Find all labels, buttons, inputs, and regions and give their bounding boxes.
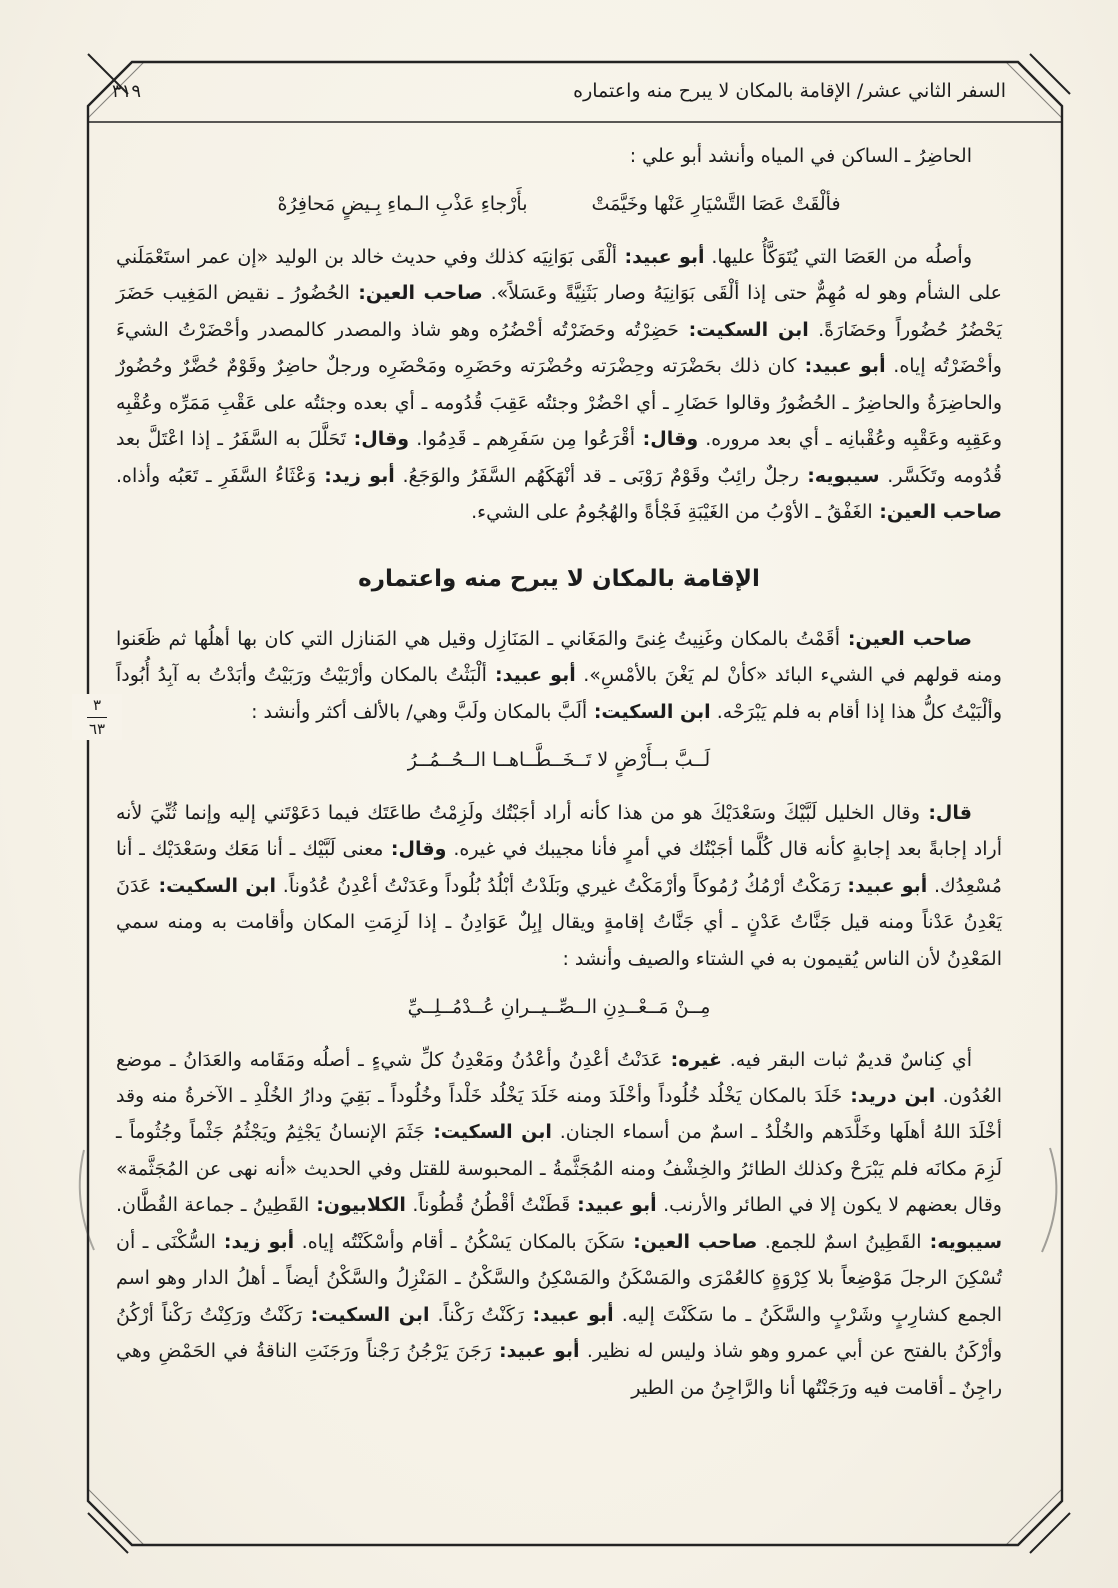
text-run: رجلٌ رائِبٌ وقَوْمٌ رَوْبَى ـ قد أنْهَكَهُم السَّفَرُ والوَجَعُ. bbox=[394, 464, 799, 487]
hemistich: بأَرْجاءِ عَذْبِ الـماءِ بِـيضٍ مَحافِرُهْ bbox=[277, 193, 528, 216]
text-run: عَدَنَ يَعْدِنُ عَدْناً ومنه قيل جَنَّاتُ عَدْنٍ ـ أي جَنَّاتُ إقامةٍ ويقال إبِلٌ عَوَادِنُ ـ إذا لَزِمَتِ المكان وأقامت به ومنه سمي المَعْدِنُ لأن الناس يُقيمون به في الشتاء والصيف وأنشد : bbox=[116, 874, 1002, 970]
text-run: وَعْثَاءُ السَّفَرِ ـ تَعَبُه وأذاه. bbox=[116, 464, 316, 487]
paragraph bbox=[116, 138, 1002, 174]
text-run: سَكَنَ بالمكان يَسْكُنُ ـ أقام وأسْكَنْتُه إياه. bbox=[294, 1230, 626, 1253]
hemistich: فألْقَتْ عَصَا التَّسْيَارِ عَنْها وخَيَّمَتْ bbox=[591, 193, 841, 216]
hemistich: لَــبَّ بــأَرْضٍ لا تَــخَــطَّــاهــا الــحُــمُــرُ bbox=[407, 749, 711, 772]
text-run: حَضِرْتُه وحَضَرْتُه أحْضُرُه وهو شاذ والمصدر كالمصدر وأحْضَرْتُ الشيءَ وأحْضَرْتُه إياه. bbox=[116, 318, 1002, 378]
text-run: معنى لَبَّيْك ـ أنا مَعَك وسَعْدَيْك ـ أنا مُسْعِدُك. bbox=[116, 838, 1002, 897]
verse-line bbox=[116, 742, 1002, 778]
text-run: خَلَدَ بالمكان يَخْلُد خُلُوداً وأخْلَدَ ومنه خَلَدَ يَخْلُد خَلْداً وخُلُوداً ـ بَقِيَ ودارُ الخُلْدِ ـ الآخرةُ منه وقد أخْلَدَ اللهُ أهلَها وخَلَّدَهم والخُلْدُ ـ اسمٌ من أسماء الجنان. bbox=[116, 1085, 1002, 1144]
source-name: وقال: bbox=[346, 428, 410, 451]
text-run: وقال الخليل لَبَّيْكَ وسَعْدَيْكَ هو من هذا كأنه أراد أجَبْتُك ولَزِمْتُ طاعَتَك فيما دَعَوْتَني إليه وإنما ثُنِّيَ لأنه أراد إجابةً بعد إجابةٍ كأنه قال كُلَّما أجَبْتُك في أمرٍ فأنا مجيبك في غيره. bbox=[116, 801, 1002, 861]
source-name: أبو زيد: bbox=[215, 1230, 295, 1253]
text-run: القَطِينُ اسمٌ للجمع. bbox=[757, 1230, 922, 1253]
text-run: كان ذلك بحَضْرَته وحِضْرَته وحُضْرَته وحَضَرِه ومَحْضَرِه ورجلٌ حاضِرٌ وقَوْمٌ حُضَّرٌ وحُضُورٌ والحاضِرَةُ والحاضِرُ ـ الحُضُورُ وقالوا حَضَارِ ـ أي احْضُرْ وجئتُه عَقِبَ قُدُومه ـ أي بعده وجئتُه على عَقْبِ مَمَرِّه وعُقْبِه وعَقِبِه وعَقْبِه وعُقْبانِه ـ أي بعد مروره. bbox=[116, 355, 1002, 451]
text-run: السُّكْنَى ـ أن تُسْكِنَ الرجلَ مَوْضِعاً بلا كِرْوَةٍ كالعُمْرَى والمَسْكَنُ والمَسْكِنُ والسَّكْنُ ـ المَنْزِلُ والسَّكْنُ أيضاً ـ أهلُ الدار وهو اسم الجمع كشارِبٍ وشَرْبٍ والسَّكَنُ ـ ما سَكَنْتَ إليه. bbox=[116, 1230, 1002, 1326]
text-run: وأصلُه من العَصَا التي يُتَوَكَّأُ عليها. bbox=[704, 245, 973, 268]
source-name: أبو زيد: bbox=[316, 464, 395, 487]
text-run: أقْرَعُوا مِن سَفَرِهم ـ قَدِمُوا. bbox=[409, 428, 636, 451]
source-name: ابن السكيت: bbox=[151, 874, 277, 897]
source-name: صاحب العين: bbox=[872, 501, 1002, 524]
source-name: أبو عبيد: bbox=[617, 245, 705, 268]
source-name: ابن السكيت: bbox=[587, 700, 711, 723]
text-run: ألَبَّ بالمكان ولَبَّ وهي/ بالألف أكثر وأنشد : bbox=[251, 700, 588, 723]
margin-note-top: ٣ bbox=[92, 696, 102, 714]
paragraph bbox=[116, 1042, 1002, 1407]
margin-note-divider bbox=[87, 717, 107, 718]
text-run: جَثَمَ الإنسانُ يَجْثِمُ ويَجْثُمُ جَثْماً وجُثُوماً ـ لَزِمَ مكانَه فلم يَبْرَحْ وكذلك الطائرُ والخِشْفُ ومنه المُجَثَّمةُ ـ المحبوسة للقتل وفي الحديث «أنه نهى عن المُجَثَّمة» وقال بعضهم لا يكون إلا في الطائر والأرنب. bbox=[116, 1121, 1002, 1217]
source-name: الكلابيون: bbox=[309, 1194, 406, 1217]
source-name: وقال: bbox=[383, 838, 447, 861]
source-name: ابن السكيت: bbox=[424, 1121, 552, 1144]
text-run: الحُضُورُ ـ نقيض المَغِيب حَضَرَ يَحْضُرُ حُضُوراً وحَضَارَةً. bbox=[116, 282, 1002, 341]
source-name: أبو عبيد: bbox=[840, 874, 928, 897]
section-heading: الإقامة بالمكان لا يبرح منه واعتماره bbox=[358, 565, 760, 592]
text-run: ألْبَثْتُ بالمكان وأرْبَيْتُ ورَبَيْتُ وأبَدْتُ به آبِدُ أُبُوداً وألْبَيْتُ كلُّ هذا إذا أقام به فلم يَبْرَحْه. bbox=[116, 664, 1002, 723]
text-run: قَطَنْتُ أقْطُنُ قُطُوناً. bbox=[405, 1194, 571, 1217]
source-name: أبو عبيد: bbox=[486, 664, 576, 687]
text-run: رَمَكْتُ أرْمُكُ رُمُوكاً وأرْمَكْتُ غيري وبَلَدْتُ أبْلُدُ بُلُوداً وعَدَنْتُ أعْدِنُ عُدُوناً. bbox=[276, 874, 841, 897]
source-name: أبو عبيد: bbox=[796, 355, 886, 378]
source-name: أبو عبيد: bbox=[491, 1340, 580, 1363]
text-run: الحاضِرُ ـ الساكن في المياه وأنشد أبو علي : bbox=[629, 145, 972, 167]
paragraph bbox=[116, 795, 1002, 977]
paragraph bbox=[116, 621, 1002, 730]
text-run: رَكَنْتُ ورَكِنْتُ رَكْناً أرْكُنُ وأرْكَنُ بالفتح عن أبي عمرو وهو شاذ وليس له نظير. bbox=[116, 1303, 1002, 1363]
source-name: ابن السكيت: bbox=[302, 1303, 430, 1326]
verse-line bbox=[116, 186, 1002, 222]
text-run: تَحَلَّلَ به السَّفَرُ ـ إذا اعْتَلَّ بعد قُدُومه وتَكَسَّر. bbox=[116, 428, 1002, 487]
text-run: أقَمْتُ بالمكان وغَنِيتُ غِنىً والمَغَاني ـ المَنَازِل وقيل هي المَنازل التي كان بها أهلُها ثم ظَعَنوا ومنه قولهم في الشيء البائد «كأنْ لم يَغْنَ بالأمْسِ». bbox=[116, 627, 1002, 687]
source-name: قال: bbox=[920, 801, 972, 824]
text-run: القَطِينُ ـ جماعة القُطَّان. bbox=[116, 1194, 310, 1217]
page-header bbox=[112, 68, 1006, 114]
source-name: صاحب العين: bbox=[349, 282, 483, 305]
running-title: السفر الثاني عشر/ الإقامة بالمكان لا يبرح منه واعتماره bbox=[573, 80, 1006, 102]
margin-note bbox=[72, 694, 122, 740]
source-name: غيره: bbox=[662, 1048, 722, 1071]
source-name: ابن دريد: bbox=[842, 1085, 936, 1107]
page-content bbox=[116, 138, 1002, 1508]
source-name: صاحب العين: bbox=[839, 627, 972, 650]
paragraph bbox=[116, 239, 1002, 531]
text-run: رَجَنَ يَرْجُنُ رَجْناً ورَجَنَتِ الناقةُ في الحَمْضِ وهي راجِنٌ ـ أقامت فيه ورَجَنْتُها أنا والرَّاجِنُ من الطير bbox=[116, 1340, 1002, 1399]
source-name: ابن السكيت: bbox=[678, 318, 809, 341]
text-run: ألْقَى بَوَانِيَه كذلك وفي حديث خالد بن الوليد «إن عمر استَعْمَلَني على الشأم وهو له مُهِمٌّ حتى إذا ألْقَى بَوَانِيَهُ وصار بَثَنِيَّةً وعَسَلاً». bbox=[116, 245, 1002, 305]
page-number: ٣١٩ bbox=[112, 80, 142, 102]
verse-line bbox=[116, 989, 1002, 1025]
source-name: سيبويه: bbox=[921, 1230, 1003, 1253]
source-name: وقال: bbox=[635, 428, 699, 451]
source-name: صاحب العين: bbox=[625, 1230, 758, 1253]
source-name: أبو عبيد: bbox=[570, 1194, 657, 1217]
hemistich: مِــنْ مَــعْــدِنِ الــصِّــيــرانِ عُــدْمُــلِــيِّ bbox=[407, 996, 711, 1019]
text-run: أي كِناسٌ قديمٌ ثبات البقر فيه. bbox=[722, 1048, 973, 1071]
text-run: الغَفْقُ ـ الأوْبُ من الغَيْبَةِ فَجْأةً والهُجُومُ على الشيء. bbox=[471, 501, 873, 524]
source-name: سيبويه: bbox=[798, 464, 880, 487]
text-run: رَكَنْتُ رَكْناً. bbox=[429, 1303, 524, 1326]
text-run: عَدَنْتُ أعْدِنُ وأعْدُنُ ومَعْدِنُ كلِّ شيءٍ ـ أصلُه ومَقَامه والعَدَانُ ـ موضع العُدُون. bbox=[116, 1048, 1002, 1107]
source-name: أبو عبيد: bbox=[523, 1303, 614, 1326]
margin-note-bottom: ٦٣ bbox=[88, 719, 106, 738]
